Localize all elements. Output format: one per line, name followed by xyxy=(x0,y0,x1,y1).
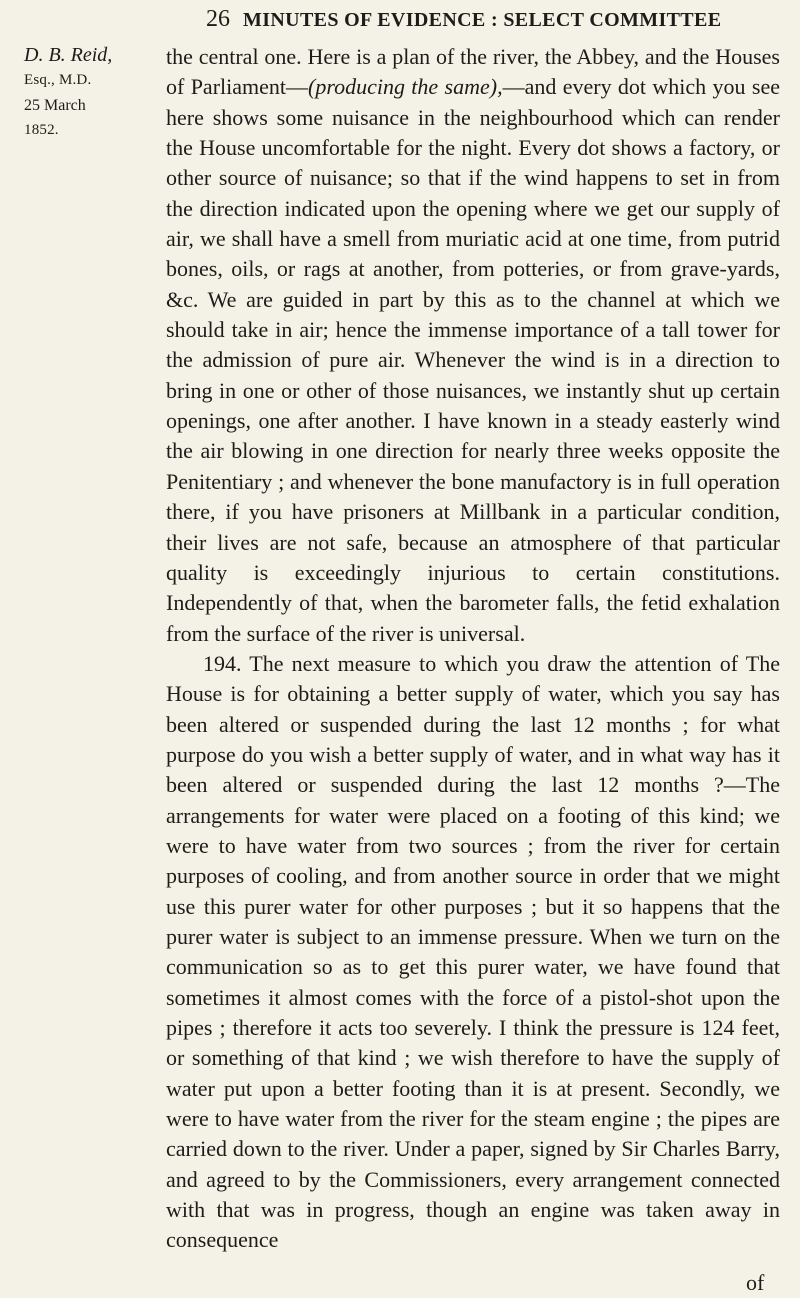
main-text xyxy=(166,42,780,1256)
paragraph-1-start: the central one. Here is a plan of the river, the Abbey, and the Houses of Parliament— xyxy=(166,44,780,100)
paragraph-continuation xyxy=(166,42,780,649)
witness-name: D. B. Reid, xyxy=(24,44,113,66)
evidence-date-year: 1852. xyxy=(24,122,59,138)
page-number: 26 xyxy=(206,6,230,32)
paragraph-1-rest: —and every dot which you see here shows some nuisance in the neighbourhood which can render the House uncomfortable for the night. Every dot shows a factory, or other source of nuisance; so that if the wind happens to set in from the direction indicated upon the opening where we get our supply of air, we shall have a smell from muriatic acid at one time, from putrid bones, oils, or rags at another, from potteries, or from grave-yards, &c. We are guided in part by this as to the channel at which we should take in air; hence the immense importance of a tall tower for the admission of pure air. Whenever the wind is in a direction to bring in one or other of those nuisances, we instantly shut up certain openings, one after another. I have known in a steady easterly wind the air blowing in one direction for nearly three weeks opposite the Penitentiary ; and whenever the bone manufactory is in full operation there, if you have prisoners at Millbank in a particular condition, their lives are not safe, because an atmosphere of that particular quality is exceedingly injurious to certain constitutions. Independently of that, when the barometer falls, the fetid exhalation from the surface of the river is universal. xyxy=(166,74,780,646)
producing-note: (producing the same), xyxy=(308,74,503,100)
witness-qualifications: Esq., M.D. xyxy=(24,72,92,88)
margin-note xyxy=(24,43,189,143)
evidence-date-day: 25 March xyxy=(24,97,86,114)
question-194-paragraph: 194. The next measure to which you draw the attention of The House is for obtaining a better supply of water, which you say has been altered or suspended during the last 12 months ; for what purpose do you wish a better supply of water, and in what way has it been altered or suspended during the last 12 months ?—The arrangements for water were placed on a footing of this kind; we were to have water from two sources ; from the river for certain purposes of cooling, and from another source in order that we might use this purer water for other purposes ; but it so happens that the purer water is subject to an immense pressure. When we turn on the communication so as to get this purer water, we have found that sometimes it almost comes with the force of a pistol-shot upon the pipes ; therefore it acts too severely. I think the pressure is 124 feet, or something of that kind ; we wish therefore to have the supply of water put upon a better footing than it is at present. Secondly, we were to have water from the river for the steam engine ; the pipes are carried down to the river. Under a paper, signed by Sir Charles Barry, and agreed to by the Commissioners, every arrangement connected with that was in progress, though an engine was taken away in consequence xyxy=(166,650,780,1253)
running-title: MINUTES OF EVIDENCE : SELECT COMMITTEE xyxy=(243,9,722,31)
catchword: of xyxy=(746,1270,765,1295)
